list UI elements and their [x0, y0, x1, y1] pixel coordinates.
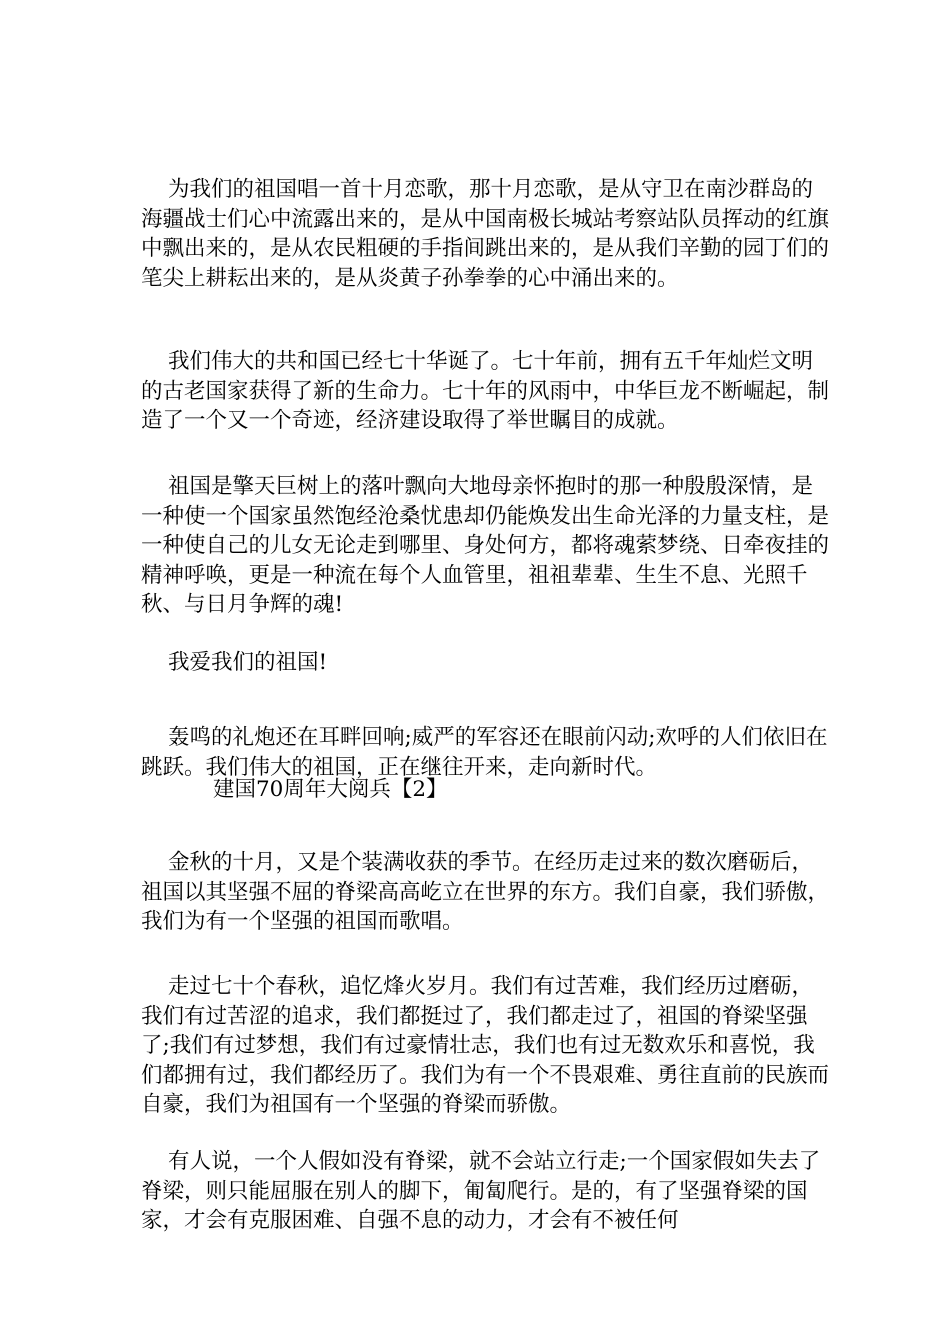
paragraph-8: 有人说，一个人假如没有脊梁，就不会站立行走;一个国家假如失去了脊梁，则只能屈服在别人的脚下，匍匐爬行。是的，有了坚强脊梁的国家，才会有克服困难、自强不息的动力，才会有不被任何: [141, 1149, 821, 1233]
paragraph-6: 金秋的十月，又是个装满收获的季节。在经历走过来的数次磨砺后，祖国以其坚强不屈的脊梁高高屹立在世界的东方。我们自豪，我们骄傲，我们为有一个坚强的祖国而歌唱。: [141, 850, 830, 934]
paragraph-5: 轰鸣的礼炮还在耳畔回响;威严的军容还在眼前闪动;欢呼的人们依旧在跳跃。我们伟大的祖国，正在继往开来，走向新时代。: [141, 725, 828, 780]
paragraph-7: 走过七十个春秋，追忆烽火岁月。我们有过苦难，我们经历过磨砺，我们有过苦涩的追求，我们都挺过了，我们都走过了，祖国的脊梁坚强了;我们有过梦想，我们有过豪情壮志，我们也有过无数欢乐和喜悦，我们都拥有过，我们都经历了。我们为有一个不畏艰难、勇往直前的民族而自豪，我们为祖国有一个坚强的脊梁而骄傲。: [141, 974, 830, 1117]
paragraph-3: 祖国是擎天巨树上的落叶飘向大地母亲怀抱时的那一种殷殷深情，是一种使一个国家虽然饱经沧桑忧患却仍能焕发出生命光泽的力量支柱，是一种使自己的儿女无论走到哪里、身处何方，都将魂萦梦绕、日牵夜挂的精神呼唤，更是一种流在每个人血管里，祖祖辈辈、生生不息、光照千秋、与日月争辉的魂!: [141, 474, 830, 617]
paragraph-1: 为我们的祖国唱一首十月恋歌，那十月恋歌，是从守卫在南沙群岛的海疆战士们心中流露出来的，是从中国南极长城站考察站队员挥动的红旗中飘出来的，是从农民粗硬的手指间跳出来的，是从我们辛勤的园丁们的笔尖上耕耘出来的，是从炎黄子孙拳拳的心中涌出来的。: [141, 177, 830, 291]
paragraph-2: 我们伟大的共和国已经七十华诞了。七十年前，拥有五千年灿烂文明的古老国家获得了新的生命力。七十年的风雨中，中华巨龙不断崛起，制造了一个又一个奇迹，经济建设取得了举世瞩目的成就。: [141, 349, 830, 433]
section-heading: 建国70周年大阅兵【2】: [213, 777, 448, 802]
paragraph-4: 我爱我们的祖国!: [168, 650, 328, 675]
